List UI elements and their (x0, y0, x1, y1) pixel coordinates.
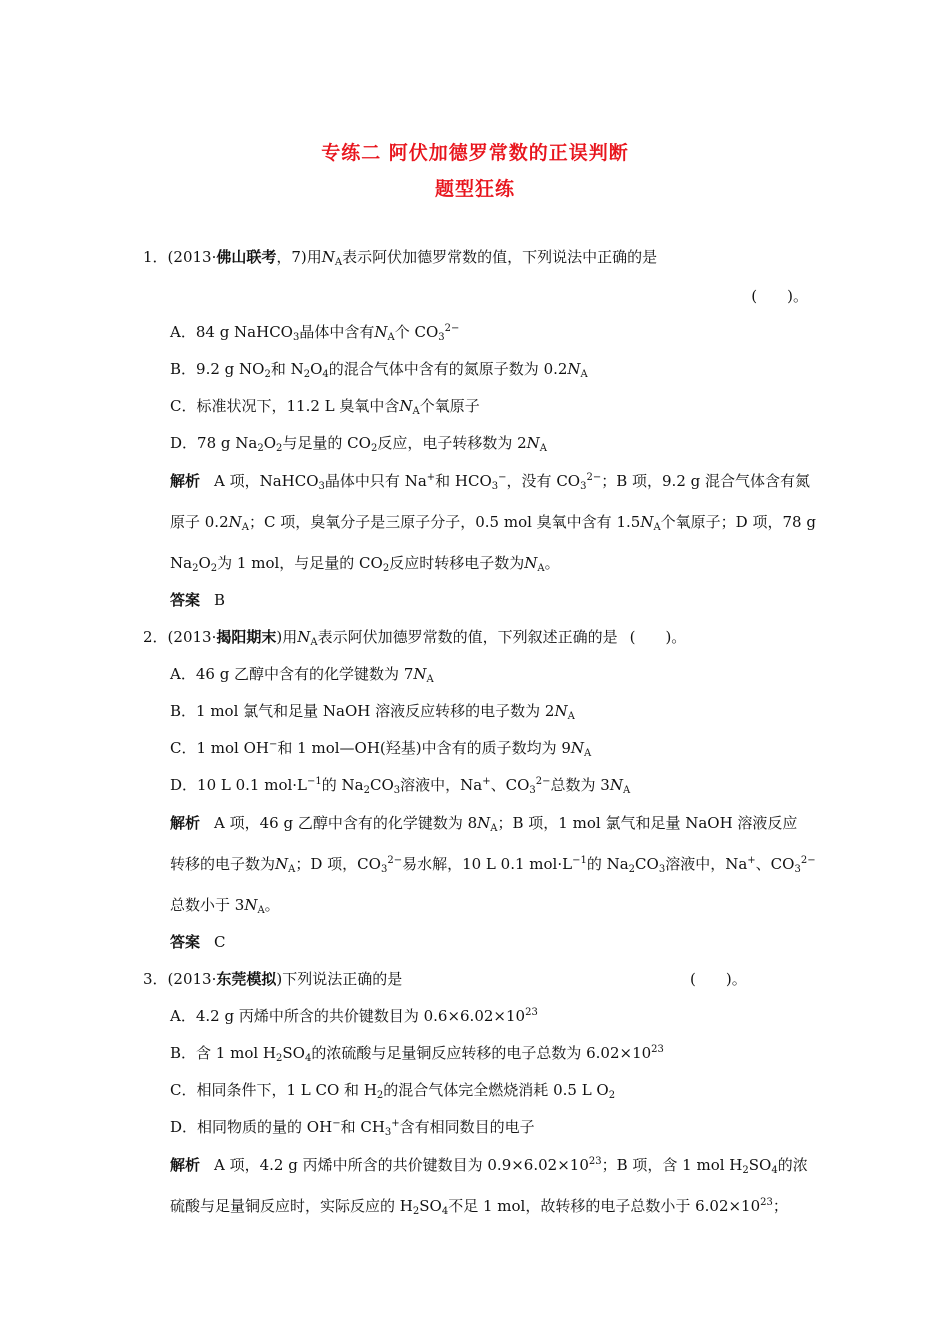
question-2-answer: 答案 C (170, 933, 226, 951)
question-2-option-c: C．1 mol OH−和 1 mol—OH(羟基)中含有的质子数均为 $9N_A$ (170, 739, 592, 759)
question-2-option-d: D．10 L 0.1 $mol\cdot L^{-1}$的 $Na_2CO_3$溶液中，Na+、$CO_3^{2-}$总数为 $3N_A$ (170, 776, 631, 796)
question-3-option-a: A．4.2 g 丙烯中所含的共价键数目为 $0.6\times 6.02\times 10^{23}$ (170, 1007, 538, 1025)
question-2-analysis-line-1: 解析 A 项，46 g 乙醇中含有的化学键数为 $8N_A$；B 项，1 mol 氯气和足量 NaOH 溶液反应 (170, 814, 798, 834)
question-1-option-b: B．9.2 g $NO_2$和 $N_2O_4$的混合气体中含有的氮原子数为 $0.2N_A$ (170, 360, 588, 380)
question-1-analysis-line-2: 原子 $0.2N_A$；C 项，臭氧分子是三原子分子，0.5 mol 臭氧中含有 $1.5N_A$个氧原子；D 项，78 g (170, 513, 816, 533)
question-2-analysis-line-3: 总数小于 $3N_A$。 (170, 896, 280, 916)
question-2-option-b: B．1 mol 氯气和足量 NaOH 溶液反应转移的电子数为 $2N_A$ (170, 702, 575, 722)
question-1-stem: 1．(2013·佛山联考，7)用$N_A$表示阿伏加德罗常数的值，下列说法中正确的是 (143, 248, 658, 268)
question-3-option-b: B．含 1 mol $H_2SO_4$的浓硫酸与足量铜反应转移的电子总数为 $6.02\times 10^{23}$ (170, 1044, 664, 1064)
question-3-option-c: C．相同条件下，1 L CO 和 $H_2$的混合气体完全燃烧消耗 0.5 L $O_2$ (170, 1081, 616, 1101)
question-3-stem: 3．(2013·东莞模拟)下列说法正确的是 (143, 970, 403, 988)
question-2-stem: 2．(2013·揭阳期末)用$N_A$表示阿伏加德罗常数的值，下列叙述正确的是 ( )。 (143, 628, 687, 648)
question-1-option-d: D．78 g $Na_2O_2$与足量的 $CO_2$反应，电子转移数为 $2N_A$ (170, 434, 547, 454)
page-title: 专练二 阿伏加德罗常数的正误判断 (321, 142, 629, 164)
question-1-answer: 答案 B (170, 591, 226, 609)
question-1-option-a: A．84 g NaHCO$_3$晶体中含有$N_A$个 $CO_3^{2-}$ (170, 323, 460, 343)
question-3-analysis-line-2: 硫酸与足量铜反应时，实际反应的 $H_2SO_4$不足 1 mol，故转移的电子总数小于 $6.02\times 10^{23}$； (170, 1197, 788, 1217)
question-2-option-a: A．46 g 乙醇中含有的化学键数为 $7N_A$ (170, 665, 434, 685)
question-1-analysis-line-3: $Na_2O_2$为 1 mol，与足量的 $CO_2$反应时转移电子数为$N_A$。 (170, 554, 560, 574)
question-2-analysis-line-2: 转移的电子数为$N_A$；D 项，$CO_3^{2-}$易水解，10 L 0.1 $mol\cdot L^{-1}$的 $Na_2CO_3$溶液中，Na+、$CO_3^{2-}$ (170, 855, 816, 875)
question-1-option-c: C．标准状况下，11.2 L 臭氧中含$N_A$个氧原子 (170, 397, 480, 417)
question-1-analysis-line-1: 解析 A 项，NaHCO$_3$晶体中只有 Na+和 $HCO_3^-$，没有 $CO_3^{2-}$；B 项，9.2 g 混合气体含有氮 (170, 472, 811, 492)
question-1-bracket: ( )。 (751, 287, 808, 305)
page-subtitle: 题型狂练 (434, 178, 515, 200)
question-3-option-d: D．相同物质的量的 OH−和 $CH_3^+$含有相同数目的电子 (170, 1118, 535, 1138)
question-3-analysis-line-1: 解析 A 项，4.2 g 丙烯中所含的共价键数目为 $0.9\times 6.02\times 10^{23}$；B 项，含 1 mol $H_2SO_4$的浓 (170, 1156, 808, 1176)
question-3-bracket: ( )。 (690, 970, 747, 988)
